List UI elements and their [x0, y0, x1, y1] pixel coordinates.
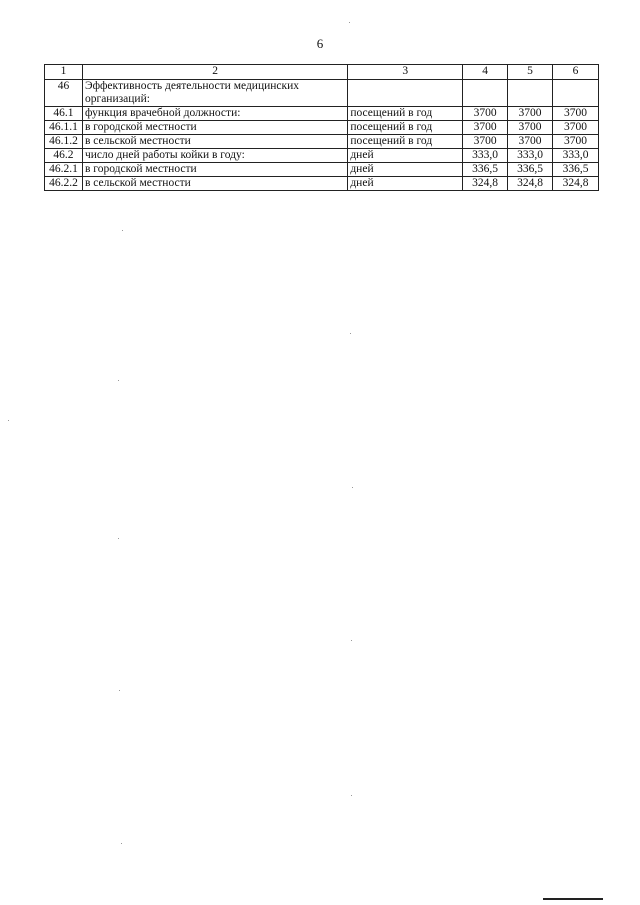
row-value: 3700	[463, 107, 508, 121]
scan-speck	[118, 538, 119, 539]
row-code: 46.2	[45, 149, 83, 163]
scan-speck	[350, 333, 351, 334]
row-unit	[348, 80, 463, 107]
row-code: 46	[45, 80, 83, 107]
row-value: 3700	[463, 121, 508, 135]
row-unit: дней	[348, 149, 463, 163]
table-header-row	[45, 65, 599, 80]
row-name: в сельской местности	[82, 135, 347, 149]
row-value: 336,5	[553, 163, 599, 177]
row-value: 324,8	[508, 177, 553, 191]
row-value: 3700	[463, 135, 508, 149]
table-row	[45, 135, 599, 149]
row-code: 46.2.2	[45, 177, 83, 191]
row-value: 333,0	[463, 149, 508, 163]
row-name: Эффективность деятельности медицинских организаций:	[82, 80, 347, 107]
row-value: 3700	[508, 121, 553, 135]
scan-speck	[349, 22, 350, 23]
row-name: функция врачебной должности:	[82, 107, 347, 121]
scan-speck	[122, 230, 123, 231]
scan-speck	[119, 690, 120, 691]
scan-speck	[118, 380, 119, 381]
row-name: число дней работы койки в году:	[82, 149, 347, 163]
column-header: 6	[553, 65, 599, 80]
row-unit: дней	[348, 177, 463, 191]
row-name: в городской местности	[82, 163, 347, 177]
scan-speck	[352, 487, 353, 488]
table-row	[45, 107, 599, 121]
row-unit: посещений в год	[348, 135, 463, 149]
table-row	[45, 121, 599, 135]
table-row	[45, 177, 599, 191]
row-value: 324,8	[553, 177, 599, 191]
bottom-right-rule	[543, 898, 603, 900]
scan-speck	[351, 640, 352, 641]
row-unit: посещений в год	[348, 107, 463, 121]
column-header: 3	[348, 65, 463, 80]
row-code: 46.1.2	[45, 135, 83, 149]
row-name: в сельской местности	[82, 177, 347, 191]
row-value: 336,5	[508, 163, 553, 177]
table-row	[45, 80, 599, 107]
table-row	[45, 149, 599, 163]
row-value: 324,8	[463, 177, 508, 191]
row-value	[508, 80, 553, 107]
row-value: 3700	[508, 135, 553, 149]
indicators-table	[44, 64, 599, 191]
row-value: 333,0	[508, 149, 553, 163]
table-row	[45, 163, 599, 177]
column-header: 4	[463, 65, 508, 80]
scan-speck	[8, 420, 9, 421]
column-header: 2	[82, 65, 347, 80]
row-value: 3700	[553, 107, 599, 121]
row-unit: дней	[348, 163, 463, 177]
scan-speck	[121, 843, 122, 844]
row-code: 46.2.1	[45, 163, 83, 177]
page-number: 6	[316, 36, 324, 51]
row-value: 336,5	[463, 163, 508, 177]
row-code: 46.1.1	[45, 121, 83, 135]
row-unit: посещений в год	[348, 121, 463, 135]
row-value: 3700	[553, 121, 599, 135]
row-value	[553, 80, 599, 107]
column-header: 1	[45, 65, 83, 80]
column-header: 5	[508, 65, 553, 80]
row-value: 3700	[508, 107, 553, 121]
scan-speck	[351, 795, 352, 796]
row-code: 46.1	[45, 107, 83, 121]
row-value: 3700	[553, 135, 599, 149]
row-value	[463, 80, 508, 107]
row-name: в городской местности	[82, 121, 347, 135]
row-value: 333,0	[553, 149, 599, 163]
